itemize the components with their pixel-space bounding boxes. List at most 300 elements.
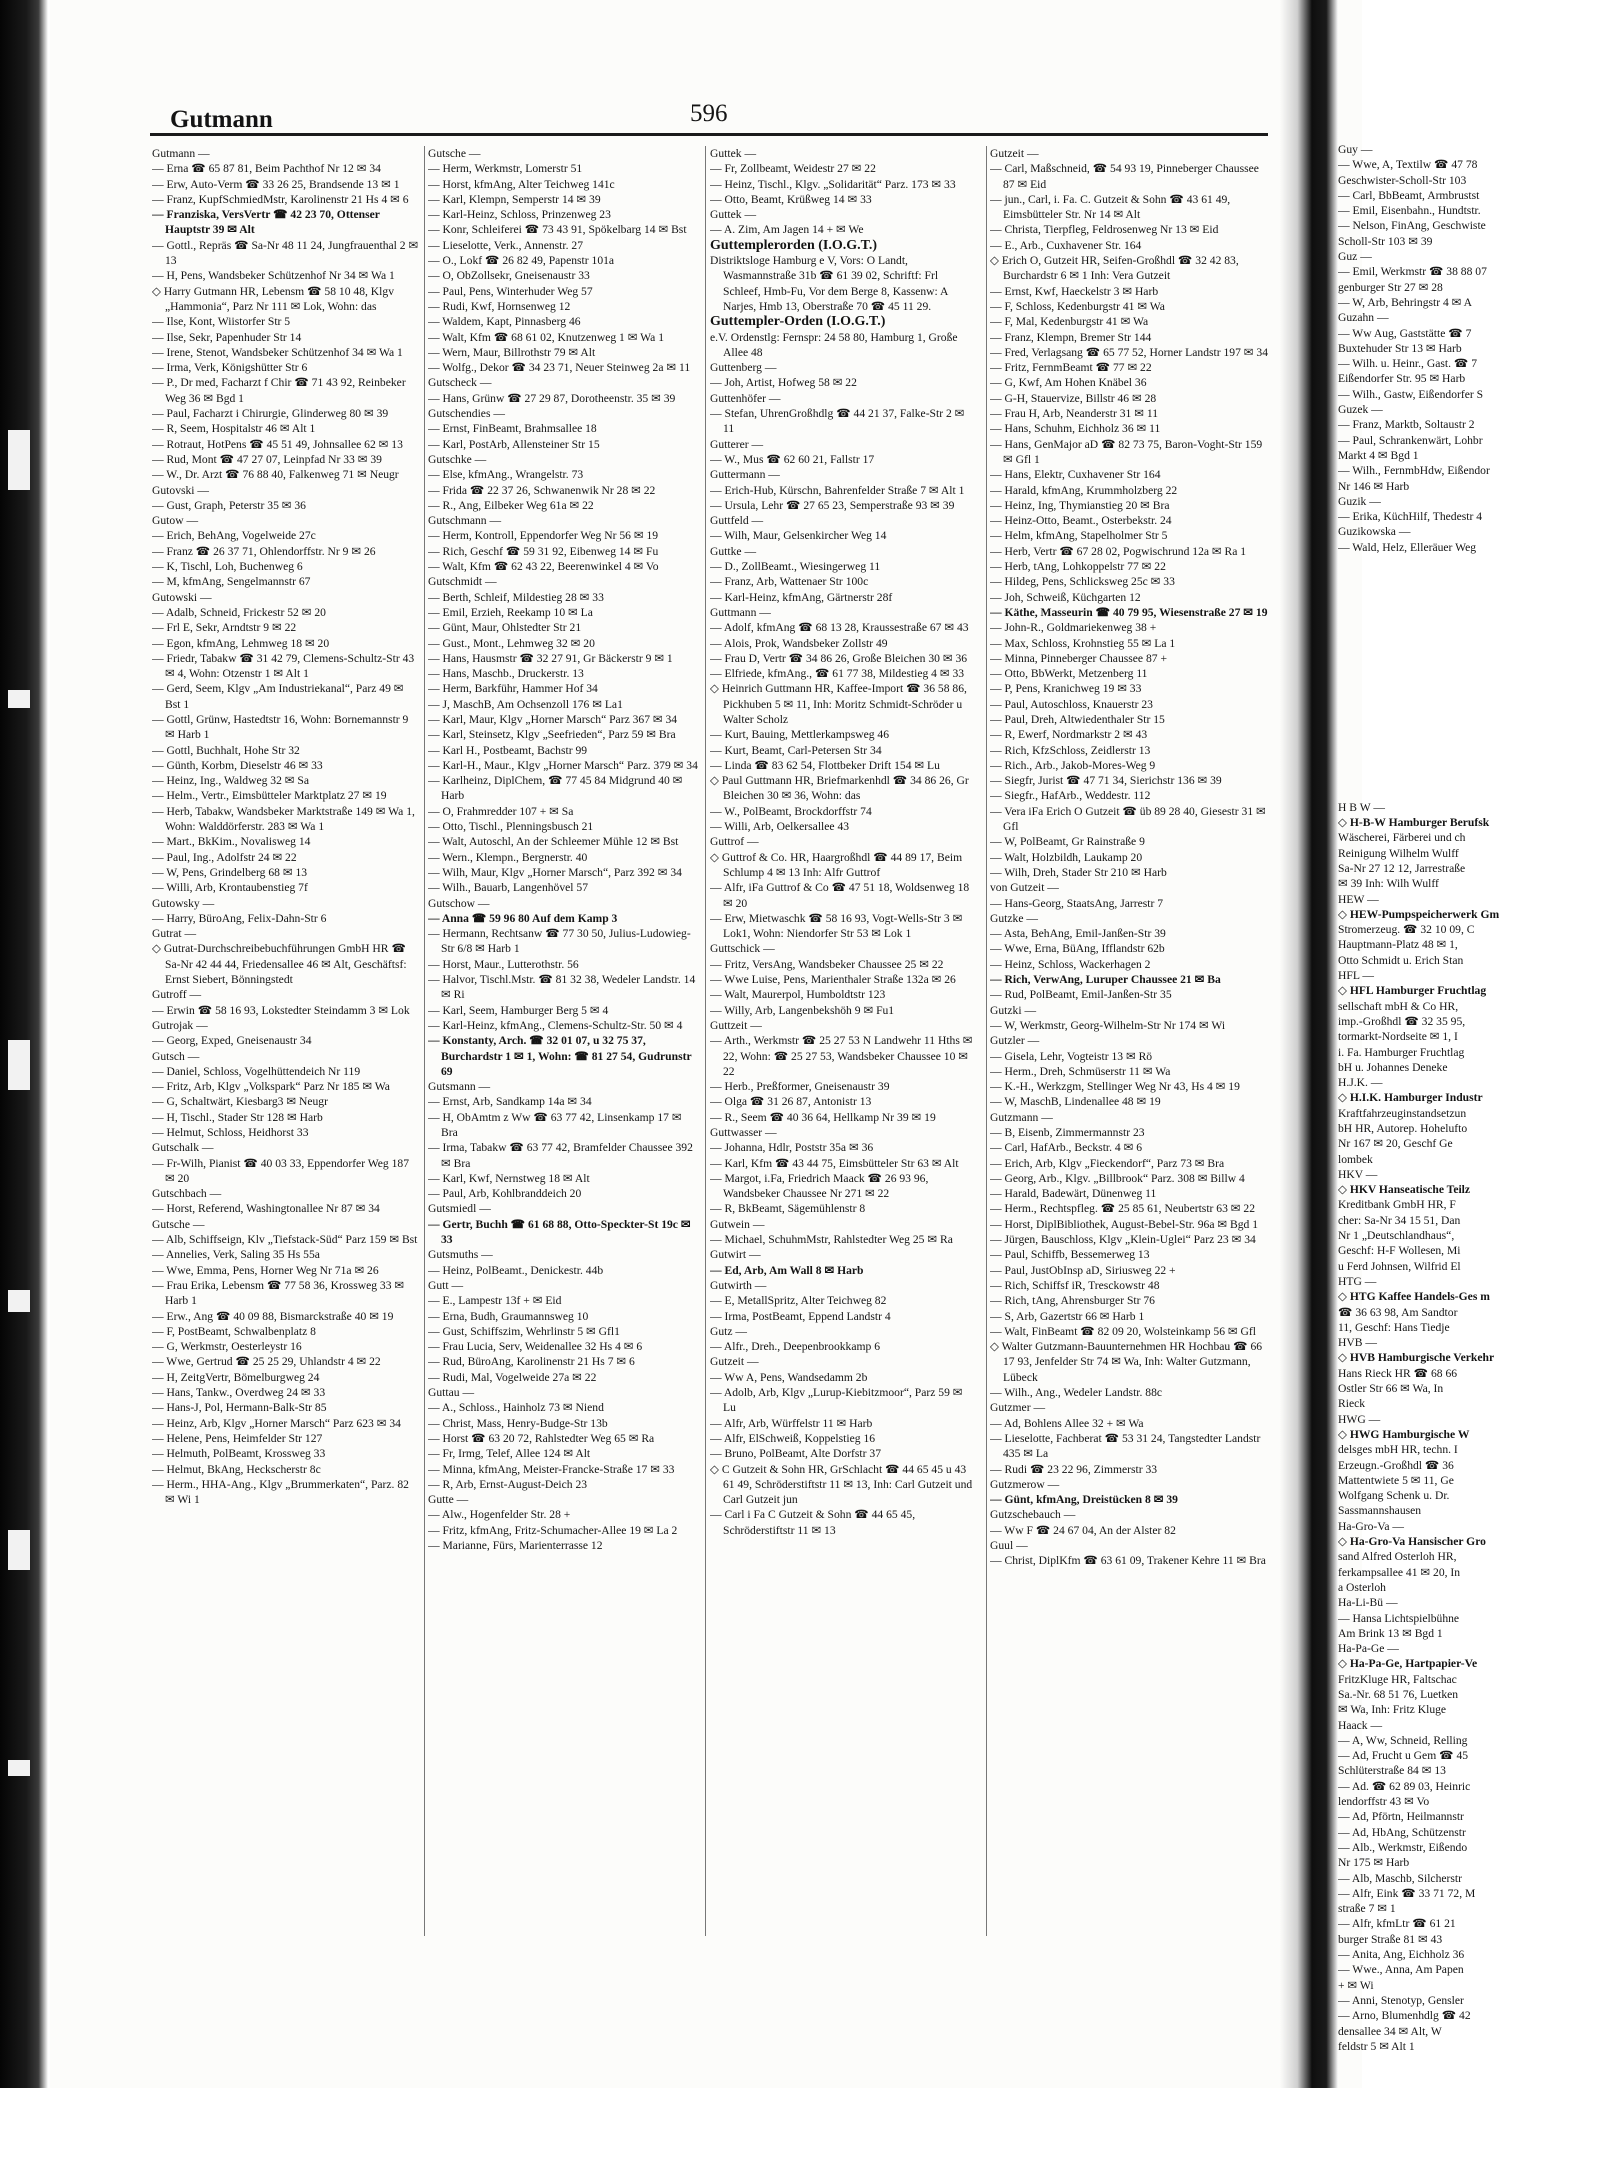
directory-entry: u Ferd Johnsen, Wilfrid El <box>1338 1259 1461 1273</box>
directory-entry: — Ed, Arb, Am Wall 8 ✉ Harb <box>710 1263 864 1277</box>
directory-entry: — Paul, Autoschloss, Knauerstr 23 <box>990 697 1153 711</box>
directory-entry: — Herb., Preßformer, Gneisenaustr 39 <box>710 1080 890 1094</box>
scan-border-left <box>0 0 48 2177</box>
directory-entry: — P., Dr med, Facharzt f Chir ☎ 71 43 92, Reinbeker Weg 36 ✉ Bgd 1 <box>152 376 406 405</box>
directory-entry: FritzKluge HR, Faltschac <box>1338 1672 1457 1686</box>
directory-entry: — Wwe, Erna, BüAng, Ifflandstr 62b <box>990 942 1165 956</box>
directory-entry: — Heinz, Arb, Klgv „Horner Marsch“ Parz 623 ✉ 34 <box>152 1416 401 1430</box>
directory-entry: — Gisela, Lehr, Vogteistr 13 ✉ Rö <box>990 1049 1153 1063</box>
directory-entry: — Hans, Elektr, Cuxhavener Str 164 <box>990 468 1161 482</box>
directory-entry: — Wern., Klempn., Bergnerstr. 40 <box>428 850 588 864</box>
directory-entry: — Gust, Graph, Peterstr 35 ✉ 36 <box>152 498 306 512</box>
column-2 <box>428 146 700 2081</box>
directory-entry: — Karl, Seem, Hamburger Berg 5 ✉ 4 <box>428 1003 609 1017</box>
directory-entry <box>1338 555 1600 570</box>
directory-entry: Guttrof — <box>710 835 759 849</box>
directory-entry: Gutsche — <box>152 1217 205 1231</box>
directory-entry: ◇ Erich O, Gutzeit HR, Seifen-Großhdl ☎ 32 42 83, Burchardstr 6 ✉ 1 Inh: Vera Gutzeit <box>990 254 1239 283</box>
directory-entry: — Mart., BkKim., Novalisweg 14 <box>152 835 311 849</box>
directory-entry: — Ernst, FinBeamt, Brahmsallee 18 <box>428 422 597 436</box>
directory-entry: Gutte — <box>428 1493 469 1507</box>
directory-entry: Gutzeit — <box>710 1355 759 1369</box>
directory-entry: — Wilh, Maur, Klgv „Horner Marsch“, Parz 392 ✉ 34 <box>428 865 682 879</box>
directory-entry: Guttfeld — <box>710 514 764 528</box>
directory-entry: Gutzki — <box>990 1003 1037 1017</box>
directory-entry: — Arno, Blumenhdlg ☎ 42 <box>1338 2009 1471 2023</box>
directory-entry: — Karl, Kwf, Nernstweg 18 ✉ Alt <box>428 1171 590 1185</box>
directory-entry: — Otto, BbWerkt, Metzenberg 11 <box>990 667 1148 681</box>
directory-entry: feldstr 5 ✉ Alt 1 <box>1338 2039 1415 2053</box>
directory-entry: — Johanna, Hdlr, Poststr 35a ✉ 36 <box>710 1141 874 1155</box>
directory-entry <box>1338 739 1600 754</box>
directory-entry: — Paul, Ing., Adolfstr 24 ✉ 22 <box>152 850 297 864</box>
directory-entry: — Anni, Stenotyp, Gensler <box>1338 1993 1464 2007</box>
directory-entry: — Christ, Mass, Henry-Budge-Str 13b <box>428 1416 608 1430</box>
directory-entry: — Herm., Rechtspfleg. ☎ 25 85 61, Neubertstr 63 ✉ 22 <box>990 1202 1256 1216</box>
directory-entry: — Erw, Auto-Verm ☎ 33 26 25, Brandsende 13 ✉ 1 <box>152 177 400 191</box>
directory-entry: — Horst, Maur., Lutterothstr. 56 <box>428 957 579 971</box>
directory-entry: Gutschmann — <box>428 514 502 528</box>
directory-entry: tormarkt-Nordseite ✉ 1, I <box>1338 1030 1458 1044</box>
directory-entry: Mattentwiete 5 ✉ 11, Ge <box>1338 1473 1454 1487</box>
directory-entry: — Walt, FinBeamt ☎ 82 09 20, Wolsteinkamp 56 ✉ Gfl <box>990 1324 1256 1338</box>
directory-entry: — Wolfg., Dekor ☎ 34 23 71, Neuer Steinweg 2a ✉ 11 <box>428 361 691 375</box>
directory-entry: ◇ Gutrat-Durchschreibebuchführungen GmbH HR ☎ Sa-Nr 42 44 44, Friedensallee 46 ✉ Alt, Geschäftsf: Ernst Siebert, Bönningstedt <box>152 942 407 987</box>
directory-entry: — Irma, Tabakw ☎ 63 77 42, Bramfelder Chaussee 392 ✉ Bra <box>428 1141 693 1170</box>
directory-entry: — H, Tischl., Stader Str 128 ✉ Harb <box>152 1110 323 1124</box>
directory-entry: — Ww A, Pens, Wandsedamm 2b <box>710 1370 868 1384</box>
directory-entry: — Ww F ☎ 24 67 04, An der Alster 82 <box>990 1523 1176 1537</box>
directory-entry: — W, MaschB, Lindenallee 48 ✉ 19 <box>990 1095 1161 1109</box>
directory-entry: Gutroff — <box>152 988 202 1002</box>
directory-entry: — M, kfmAng, Sengelmannstr 67 <box>152 575 311 589</box>
directory-entry: Guttek — <box>710 208 757 222</box>
directory-entry: Gutschow — <box>428 896 490 910</box>
directory-entry: — Alb, Schiffseign, Klv „Tiefstack-Süd“ Parz 159 ✉ Bst <box>152 1233 418 1247</box>
scan-artifact <box>8 1290 30 1312</box>
directory-entry: — Herm, Kontroll, Eppendorfer Weg Nr 56 ✉ 19 <box>428 529 659 543</box>
directory-entry: — Helmuth, PolBeamt, Krossweg 33 <box>152 1447 326 1461</box>
directory-entry: — Irma, PostBeamt, Eppend Landstr 4 <box>710 1309 891 1323</box>
directory-entry: Gutsmann — <box>428 1080 491 1094</box>
directory-entry: lendorffstr 43 ✉ Vo <box>1338 1795 1430 1809</box>
directory-entry: ◇ Ha-Gro-Va Hansischer Gro <box>1338 1535 1486 1549</box>
directory-entry: bH u. Johannes Deneke <box>1338 1060 1448 1074</box>
directory-entry: — Stefan, UhrenGroßhdlg ☎ 44 21 37, Falke-Str 2 ✉ 11 <box>710 407 965 436</box>
directory-entry <box>1338 616 1600 631</box>
directory-entry: — Helmut, Schloss, Heidhorst 33 <box>152 1126 309 1139</box>
directory-entry: — Horst, DiplBibliothek, August-Bebel-Str. 96a ✉ Bgd 1 <box>990 1217 1258 1231</box>
directory-entry: — Franz, KupfSchmiedMstr, Karolinenstr 21 Hs 4 ✉ 6 <box>152 192 409 206</box>
directory-entry: — Wilh., FernmbHdw, Eißendor <box>1338 464 1490 478</box>
directory-entry: — Rich, tAng, Ahrensburger Str 76 <box>990 1294 1155 1308</box>
page-number: 596 <box>690 100 728 127</box>
directory-entry: — R, Seem, Hospitalstr 46 ✉ Alt 1 <box>152 422 316 436</box>
directory-entry: — G, Kwf, Am Hohen Knäbel 36 <box>990 376 1147 390</box>
directory-entry: — B, Eisenb, Zimmermannstr 23 <box>990 1126 1145 1139</box>
directory-entry: Stromerzeug. ☎ 32 10 09, C <box>1338 923 1475 937</box>
directory-entry: — Hans, Maschb., Druckerstr. 13 <box>428 667 584 681</box>
directory-entry: — Minna, Pinneberger Chaussee 87 + <box>990 651 1167 665</box>
directory-entry: — Ad, Pförtn, Heilmannstr <box>1338 1810 1464 1824</box>
directory-entry: Kreditbank GmbH HR, F <box>1338 1198 1456 1212</box>
directory-entry: — Karl, Steinsetz, Klgv „Seefrieden“, Parz 59 ✉ Bra <box>428 728 676 742</box>
directory-entry: — Wilh, Dreh, Stader Str 210 ✉ Harb <box>990 865 1167 879</box>
directory-entry: — Halvor, Tischl.Mstr. ☎ 81 32 38, Wedeler Landstr. 14 ✉ Ri <box>428 973 696 1002</box>
directory-entry: — O, Frahmredder 107 + ✉ Sa <box>428 804 574 818</box>
directory-entry <box>1338 601 1600 616</box>
directory-entry: — Ilse, Sekr, Papenhuder Str 14 <box>152 330 302 344</box>
directory-entry: — Wwe., Anna, Am Papen <box>1338 1963 1464 1977</box>
directory-entry: — Margot, i.Fa, Friedrich Maack ☎ 26 93 96, Wandsbeker Chaussee Nr 271 ✉ 22 <box>710 1171 929 1201</box>
directory-entry: — Marianne, Fürs, Marienterrasse 12 <box>428 1539 603 1553</box>
directory-entry: — Walt, Holzbildh, Laukamp 20 <box>990 850 1143 864</box>
directory-entry: straße 7 ✉ 1 <box>1338 1902 1396 1916</box>
directory-entry: Reinigung Wilhelm Wulff <box>1338 846 1459 860</box>
directory-entry: Guttschick — <box>710 942 775 956</box>
directory-entry: — Wwe, Emma, Pens, Horner Weg Nr 71a ✉ 26 <box>152 1263 379 1277</box>
directory-entry: HEW — <box>1338 892 1379 906</box>
directory-entry: — O., Lokf ☎ 26 82 49, Papenstr 101a <box>428 254 615 268</box>
directory-entry: — E, MetallSpritz, Alter Teichweg 82 <box>710 1294 887 1308</box>
directory-entry: — Frida ☎ 22 37 26, Schwanenwik Nr 28 ✉ 22 <box>428 483 656 497</box>
directory-entry: ◇ HTG Kaffee Handels-Ges m <box>1338 1290 1490 1304</box>
directory-entry: — Gerd, Seem, Klgv „Am Industriekanal“, Parz 49 ✉ Bst 1 <box>152 682 404 711</box>
directory-entry: — Adolb, Arb, Klgv „Lurup-Kiebitzmoor“, Parz 59 ✉ Lu <box>710 1386 963 1415</box>
directory-entry <box>1338 677 1600 692</box>
directory-entry: — Karl-Heinz, kfmAng, Gärtnerstr 28f <box>710 590 893 604</box>
directory-entry: — Karl-H., Maur., Klgv „Horner Marsch“ Parz. 379 ✉ 34 <box>428 758 698 772</box>
directory-entry: — Hans, Tankw., Overdweg 24 ✉ 33 <box>152 1386 326 1400</box>
directory-entry: Guul — <box>990 1539 1028 1553</box>
directory-entry: Gutsch — <box>152 1049 200 1063</box>
directory-entry: — Helm, kfmAng, Stapelholmer Str 5 <box>990 529 1168 543</box>
directory-entry: — Willi, Arb, Krontaubenstieg 7f <box>152 881 308 895</box>
directory-entry: Gutzmann — <box>990 1110 1053 1124</box>
directory-entry: — Gottl., Repräs ☎ Sa-Nr 48 11 24, Jungfrauenthal 2 ✉ 13 <box>152 238 419 268</box>
directory-entry: — W., Dr. Arzt ☎ 76 88 40, Falkenweg 71 ✉ Neugr <box>152 468 399 482</box>
directory-entry: Gutwein — <box>710 1217 765 1231</box>
directory-entry: — Frau H, Arb, Neanderstr 31 ✉ 11 <box>990 407 1159 421</box>
directory-entry: Gutsmuths — <box>428 1248 493 1262</box>
directory-entry: Gutscheck — <box>428 376 492 390</box>
directory-entry: — R, Ewerf, Nordmarkstr 2 ✉ 43 <box>990 728 1148 742</box>
directory-entry: — Willi, Arb, Oelkersallee 43 <box>710 820 850 834</box>
directory-entry: — Ad. ☎ 62 89 03, Heinric <box>1338 1779 1471 1793</box>
directory-entry: — Wald, Helz, Elleräuer Weg <box>1338 540 1477 554</box>
directory-entry: — Ww Aug, Gaststätte ☎ 7 <box>1338 326 1472 340</box>
directory-entry: Wolfgang Schenk u. Dr. <box>1338 1489 1450 1503</box>
directory-entry: — G-H, Stauervize, Billstr 46 ✉ 28 <box>990 391 1157 405</box>
directory-entry: — Frau Lucia, Serv, Weidenallee 32 Hs 4 ✉ 6 <box>428 1340 643 1354</box>
directory-entry: — Rudi ☎ 23 22 96, Zimmerstr 33 <box>990 1462 1158 1476</box>
directory-entry: — E., Lampestr 13f + ✉ Eid <box>428 1294 562 1308</box>
directory-entry: — Franziska, VersVertr ☎ 42 23 70, Ottenser Hauptstr 39 ✉ Alt <box>152 208 380 237</box>
scan-artifact <box>8 1040 30 1090</box>
directory-entry: — Gust, Schiffszim, Wehrlinstr 5 ✉ Gfl1 <box>428 1324 620 1338</box>
directory-entry: — Berth, Schleif, Mildestieg 28 ✉ 33 <box>428 590 604 604</box>
directory-entry: — W., PolBeamt, Brockdorffstr 74 <box>710 804 872 818</box>
directory-entry: — Emil, Werkmstr ☎ 38 88 07 <box>1338 265 1487 279</box>
next-page-column <box>1338 142 1600 2082</box>
directory-entry: — Wilh., Ang., Wedeler Landstr. 88c <box>990 1386 1163 1400</box>
directory-entry: — H, ZeitgVertr, Bömelburgweg 24 <box>152 1370 320 1384</box>
directory-entry: Gutwirth — <box>710 1278 767 1292</box>
directory-entry: — Jürgen, Bauschloss, Klgv „Klein-Uglei“ Parz 23 ✉ 34 <box>990 1233 1256 1247</box>
directory-entry: imp.-Großhdl ☎ 32 35 95, <box>1338 1014 1466 1028</box>
directory-entry: — Carl, HafArb., Beckstr. 4 ✉ 6 <box>990 1141 1143 1155</box>
directory-entry: — R, BkBeamt, Sägemühlenstr 8 <box>710 1202 866 1216</box>
directory-entry: — Franz, Arb, Wattenaer Str 100c <box>710 575 869 589</box>
directory-entry: — Wern, Maur, Billrothstr 79 ✉ Alt <box>428 345 596 359</box>
directory-entry: — R, Arb, Ernst-August-Deich 23 <box>428 1477 588 1491</box>
directory-entry: bH HR, Autorep. Hohelufto <box>1338 1122 1468 1135</box>
directory-entry: — Franz ☎ 26 37 71, Ohlendorffstr. Nr 9 ✉ 26 <box>152 544 376 558</box>
directory-entry: — Nelson, FinAng, Geschwiste <box>1338 219 1486 233</box>
directory-entry: — Waldem, Kapt, Pinnasberg 46 <box>428 315 581 329</box>
directory-entry: Gutz — <box>710 1324 748 1338</box>
directory-entry: — Alb., Werkmstr, Eißendo <box>1338 1840 1468 1854</box>
directory-entry: Gutsmiedl — <box>428 1202 491 1216</box>
directory-entry: Ha-Pa-Ge — <box>1338 1642 1399 1656</box>
directory-entry: — Ad, HbAng, Schützenstr <box>1338 1825 1466 1839</box>
directory-entry: — Daniel, Schloss, Vogelhüttendeich Nr 119 <box>152 1064 361 1078</box>
directory-entry: — Karlheinz, DiplChem, ☎ 77 45 84 Midgrund 40 ✉ Harb <box>428 774 683 803</box>
directory-entry: — Christa, Tierpfleg, Feldrosenweg Nr 13 ✉ Eid <box>990 223 1219 237</box>
directory-entry: — Karl, PostArb, Allensteiner Str 15 <box>428 437 600 451</box>
directory-entry: — Joh, Artist, Hofweg 58 ✉ 22 <box>710 376 857 390</box>
directory-entry: Guzik — <box>1338 494 1381 508</box>
directory-entry: HFL — <box>1338 969 1374 983</box>
directory-entry: — Wilh., Gastw, Eißendorfer S <box>1338 387 1484 401</box>
directory-entry: — Karl H., Postbeamt, Bachstr 99 <box>428 743 588 757</box>
column-3 <box>710 146 978 2081</box>
directory-entry: — Erw, Mietwaschk ☎ 58 16 93, Vogt-Wells-Str 3 ✉ Lok1, Wohn: Niendorfer Str 53 ✉ Lok 1 <box>710 911 963 941</box>
directory-entry: — Käthe, Masseurin ☎ 40 79 95, Wiesenstraße 27 ✉ 19 <box>990 605 1268 619</box>
directory-entry: — Frau Erika, Lebensm ☎ 77 58 36, Krossweg 33 ✉ Harb 1 <box>152 1278 405 1308</box>
directory-entry: — Max, Schloss, Krohnstieg 55 ✉ La 1 <box>990 636 1176 650</box>
running-head: Gutmann <box>170 106 273 133</box>
directory-entry: 11, Geschf: Hans Tiedje <box>1338 1320 1450 1334</box>
directory-entry: — R., Ang, Eilbeker Weg 61a ✉ 22 <box>428 498 594 512</box>
directory-entry: — J, MaschB, Am Ochsenzoll 176 ✉ La1 <box>428 697 623 711</box>
page-margin-bottom <box>0 2088 1600 2177</box>
directory-entry: — Horst, kfmAng, Alter Teichweg 141c <box>428 177 615 191</box>
directory-entry: a Osterloh <box>1338 1580 1386 1594</box>
directory-entry: — Fritz, Arb, Klgv „Volkspark“ Parz Nr 185 ✉ Wa <box>152 1080 390 1094</box>
directory-entry: — W., Mus ☎ 62 60 21, Fallstr 17 <box>710 452 875 466</box>
directory-entry: — Hans-J, Pol, Hermann-Balk-Str 85 <box>152 1401 327 1415</box>
directory-entry: — Harry, BüroAng, Felix-Dahn-Str 6 <box>152 911 327 925</box>
directory-entry: — Fritz, VersAng, Wandsbeker Chaussee 25 ✉ 22 <box>710 957 944 971</box>
directory-entry: — Alfr, ElSchweiß, Koppelstieg 16 <box>710 1431 876 1445</box>
directory-entry: — Kurt, Bauing, Mettlerkampsweg 46 <box>710 728 890 742</box>
directory-entry: — Wilh, Maur, Gelsenkircher Weg 14 <box>710 529 887 543</box>
directory-entry: — Paul, Schiffb, Bessemerweg 13 <box>990 1248 1150 1262</box>
directory-entry: — Michael, SchuhmMstr, Rahlstedter Weg 25 ✉ Ra <box>710 1233 953 1247</box>
directory-entry: Gutt — <box>428 1278 464 1292</box>
directory-entry: — Konstanty, Arch. ☎ 32 01 07, u 32 75 37, Burchardstr 1 ✉ 1, Wohn: ☎ 81 27 54, Gudrunstr 69 <box>428 1034 692 1078</box>
directory-entry: Gutschke — <box>428 452 487 466</box>
directory-entry: — Friedr, Tabakw ☎ 31 42 79, Clemens-Schultz-Str 43 ✉ 4, Wohn: Otzenstr 1 ✉ Alt 1 <box>152 651 415 681</box>
directory-entry: — Erika, KüchHilf, Thedestr 4 <box>1338 510 1483 524</box>
directory-entry: Am Brink 13 ✉ Bgd 1 <box>1338 1626 1443 1640</box>
directory-entry: — Otto, Beamt, Krüßweg 14 ✉ 33 <box>710 192 872 206</box>
directory-entry: Gutrat — <box>152 927 197 941</box>
directory-entry: — Olga ☎ 31 26 87, Antonistr 13 <box>710 1095 872 1109</box>
directory-entry: + ✉ Wi <box>1338 1978 1374 1992</box>
directory-entry: — Ad, Bohlens Allee 32 + ✉ Wa <box>990 1416 1144 1430</box>
directory-entry <box>1338 586 1600 601</box>
directory-entry: — A. Zim, Am Jagen 14 + ✉ We <box>710 223 864 237</box>
directory-entry <box>1338 723 1600 738</box>
directory-entry: — Fr, Irmg, Telef, Allee 124 ✉ Alt <box>428 1447 591 1461</box>
directory-entry: ✉ 39 Inh: Wilh Wulff <box>1338 877 1439 891</box>
directory-entry: — Konr, Schleiferei ☎ 73 43 91, Spökelbarg 14 ✉ Bst <box>428 223 687 237</box>
directory-entry: — Hermann, Rechtsanw ☎ 77 30 50, Julius-Ludowieg-Str 6/8 ✉ Harb 1 <box>428 927 691 956</box>
directory-entry: — Frau D, Vertr ☎ 34 86 26, Große Bleichen 30 ✉ 36 <box>710 651 968 665</box>
column-divider <box>424 146 425 1936</box>
directory-entry: HVB — <box>1338 1336 1377 1350</box>
directory-entry: Guzahn — <box>1338 311 1389 325</box>
directory-entry: — Walt, Kfm ☎ 68 61 02, Knutzenweg 1 ✉ Wa 1 <box>428 330 664 344</box>
directory-entry: — F, Mal, Kedenburgstr 41 ✉ Wa <box>990 315 1149 329</box>
directory-entry: Gutow — <box>152 514 199 528</box>
directory-entry: — Horst ☎ 63 20 72, Rahlstedter Weg 65 ✉ Ra <box>428 1431 655 1445</box>
directory-entry: — S, Arb, Gazertstr 66 ✉ Harb 1 <box>990 1309 1145 1323</box>
directory-entry: — Arth., Werkmstr ☎ 25 27 53 N Landwehr 11 Hths ✉ 22, Wohn: ☎ 25 27 53, Wandsbeker Chaussee 10 ✉ 22 <box>710 1034 973 1078</box>
directory-entry: — Helm., Vertr., Eimsbütteler Marktplatz 27 ✉ 19 <box>152 789 387 803</box>
directory-entry: — Herb, Vertr ☎ 67 28 02, Pogwischrund 12a ✉ Ra 1 <box>990 544 1247 558</box>
directory-entry: Gutzmerow — <box>990 1477 1060 1491</box>
directory-entry: — W, PolBeamt, Gr Rainstraße 9 <box>990 835 1145 849</box>
directory-entry: — Rich, Geschf ☎ 59 31 92, Eibenweg 14 ✉ Fu <box>428 544 659 558</box>
directory-entry: — Rudi, Kwf, Hornsenweg 12 <box>428 299 571 313</box>
directory-entry: Gutzeit — <box>990 147 1039 160</box>
directory-entry: — Kurt, Beamt, Carl-Petersen Str 34 <box>710 743 882 757</box>
directory-entry: Guy — <box>1338 143 1373 156</box>
directory-entry: — Hans-Georg, StaatsAng, Jarrestr 7 <box>990 896 1164 910</box>
directory-entry: — Heinz, PolBeamt., Denickestr. 44b <box>428 1263 604 1277</box>
directory-entry: — Bruno, PolBeamt, Alte Dorfstr 37 <box>710 1447 881 1461</box>
directory-entry: Gutschalk — <box>152 1141 214 1155</box>
directory-entry: — Walt, Kfm ☎ 62 43 22, Beerenwinkel 4 ✉ Vo <box>428 560 659 574</box>
directory-entry: Markt 4 ✉ Bgd 1 <box>1338 448 1419 462</box>
directory-entry: Ha-Li-Bü — <box>1338 1596 1398 1610</box>
directory-entry: — Ernst, Arb, Sandkamp 14a ✉ 34 <box>428 1095 592 1109</box>
directory-entry: — A, Ww, Schneid, Relling <box>1338 1733 1468 1747</box>
directory-entry: — H, Pens, Wandsbeker Schützenhof Nr 34 ✉ Wa 1 <box>152 269 395 283</box>
directory-entry: lombek <box>1338 1152 1373 1166</box>
directory-entry: — Hans, GenMajor aD ☎ 82 73 75, Baron-Voght-Str 159 ✉ Gfl 1 <box>990 437 1263 466</box>
directory-entry: — Erich-Hub, Kürschn, Bahrenfelder Straße 7 ✉ Alt 1 <box>710 483 965 497</box>
directory-entry: — Christ, DiplKfm ☎ 63 61 09, Trakener Kehre 11 ✉ Bra <box>990 1554 1266 1568</box>
directory-entry: — A., Schloss., Hainholz 73 ✉ Niend <box>428 1401 604 1415</box>
directory-entry: — Frl E, Sekr, Arndtstr 9 ✉ 22 <box>152 621 297 635</box>
directory-entry: Guttenberg — <box>710 361 777 375</box>
directory-entry: H.J.K. — <box>1338 1076 1383 1090</box>
directory-entry: — Herm., HHA-Ang., Klgv „Brummerkaten“, Parz. 82 ✉ Wi 1 <box>152 1477 409 1507</box>
directory-entry: Guttemplerorden (I.O.G.T.) <box>710 237 878 253</box>
column-1 <box>152 146 420 2081</box>
directory-entry: — Else, kfmAng., Wrangelstr. 73 <box>428 468 584 482</box>
directory-entry: Gutzmer — <box>990 1401 1046 1415</box>
directory-entry: — Alois, Prok, Wandsbeker Zollstr 49 <box>710 636 888 650</box>
directory-entry: — Otto, Tischl., Plenningsbusch 21 <box>428 820 594 834</box>
directory-entry: — Hans, Schuhm, Eichholz 36 ✉ 11 <box>990 422 1161 436</box>
directory-entry: — Wwe, A, Textilw ☎ 47 78 <box>1338 158 1478 172</box>
directory-entry: — Hildeg, Pens, Schlicksweg 25c ✉ 33 <box>990 575 1175 589</box>
directory-entry: — Erw., Ang ☎ 40 09 88, Bismarckstraße 40 ✉ 19 <box>152 1309 394 1323</box>
directory-entry: — Annelies, Verk, Saling 35 Hs 55a <box>152 1248 320 1262</box>
directory-entry: — D., ZollBeamt., Wiesingerweg 11 <box>710 560 881 574</box>
directory-entry: — Irene, Stenot, Wandsbeker Schützenhof 34 ✉ Wa 1 <box>152 345 403 359</box>
directory-entry: — Willy, Arb, Langenbekshöh 9 ✉ Fu1 <box>710 1003 895 1017</box>
directory-entry: Otto Schmidt u. Erich Stan <box>1338 953 1464 967</box>
directory-entry: ◇ Ha-Pa-Ge, Hartpapier-Ve <box>1338 1657 1478 1671</box>
directory-entry: Gutzke — <box>990 911 1038 925</box>
directory-entry: — Asta, BehAng, Emil-Janßen-Str 39 <box>990 927 1166 941</box>
directory-entry: Gutschbach — <box>152 1187 222 1201</box>
directory-entry: — Alfr, iFa Guttrof & Co ☎ 47 51 18, Woldsenweg 18 ✉ 20 <box>710 881 970 910</box>
directory-entry: — Rich., Arb., Jakob-Mores-Weg 9 <box>990 758 1156 772</box>
directory-entry: — Fr, Zollbeamt, Weidestr 27 ✉ 22 <box>710 162 876 176</box>
directory-entry: Ostler Str 66 ✉ Wa, In <box>1338 1382 1444 1396</box>
directory-entry: — Herm, Barkführ, Hammer Hof 34 <box>428 682 598 696</box>
directory-entry: — Irma, Verk, Königshütter Str 6 <box>152 361 308 375</box>
directory-entry: — F, PostBeamt, Schwalbenplatz 8 <box>152 1324 316 1338</box>
directory-entry: Sassmannshausen <box>1338 1504 1422 1518</box>
directory-entry <box>1338 647 1600 662</box>
directory-entry: ✉ Wa, Inh: Fritz Kluge <box>1338 1703 1447 1717</box>
directory-entry: Gutzler — <box>990 1034 1040 1048</box>
directory-entry: — Rud, PolBeamt, Emil-Janßen-Str 35 <box>990 988 1172 1002</box>
directory-entry: — Siegfr., HafArb., Weddestr. 112 <box>990 789 1151 803</box>
directory-entry: Gutwirt — <box>710 1248 761 1262</box>
directory-entry: — Heinz, Schloss, Wackerhagen 2 <box>990 957 1151 971</box>
scan-artifact <box>8 1760 30 1776</box>
directory-entry: — Erna ☎ 65 87 81, Beim Pachthof Nr 12 ✉ 34 <box>152 162 381 176</box>
directory-entry: — Hans, Hausmstr ☎ 32 27 91, Gr Bäckerstr 9 ✉ 1 <box>428 651 673 665</box>
directory-entry: Guttke — <box>710 544 757 558</box>
directory-entry: — Gottl, Grünw, Hastedtstr 16, Wohn: Bornemannstr 9 ✉ Harb 1 <box>152 712 409 742</box>
directory-entry: Geschf: H-F Wollesen, Mi <box>1338 1244 1461 1258</box>
directory-entry: — Walt, Maurerpol, Humboldtstr 123 <box>710 988 886 1002</box>
directory-entry: — Hans, Grünw ☎ 27 29 87, Dorotheenstr. 35 ✉ 39 <box>428 391 676 405</box>
directory-entry: ◇ HVB Hamburgische Verkehr <box>1338 1351 1495 1365</box>
directory-entry: Haack — <box>1338 1718 1383 1732</box>
directory-entry: — Anna ☎ 59 96 80 Auf dem Kamp 3 <box>428 911 618 925</box>
directory-entry: Gutrojak — <box>152 1018 208 1032</box>
directory-entry: — R., Seem ☎ 40 36 64, Hellkamp Nr 39 ✉ 19 <box>710 1110 936 1124</box>
directory-entry: Gutzschebauch — <box>990 1508 1076 1522</box>
directory-entry: — Heinz, Ing, Thymianstieg 20 ✉ Bra <box>990 498 1170 512</box>
directory-entry: — Erich, Arb, Klgv „Fieckendorf“, Parz 73 ✉ Bra <box>990 1156 1225 1170</box>
header-rule <box>150 133 1268 136</box>
directory-entry <box>1338 570 1600 585</box>
directory-entry: Sa.-Nr. 68 51 76, Luetken <box>1338 1687 1459 1701</box>
directory-entry: — Wilh., Bauarb, Langenhövel 57 <box>428 881 588 895</box>
directory-entry: — Rich, VerwAng, Luruper Chaussee 21 ✉ Ba <box>990 973 1221 987</box>
directory-entry: Gutsche — <box>428 147 481 160</box>
scan-artifact <box>8 430 30 490</box>
directory-entry: HWG — <box>1338 1412 1381 1426</box>
directory-entry: Nr 1 „Deutschlandhaus“, <box>1338 1229 1455 1243</box>
directory-entry: — Herm, Werkmstr, Lomerstr 51 <box>428 162 583 176</box>
directory-entry: — Elfriede, kfmAng., ☎ 61 77 38, Mildestieg 4 ✉ 33 <box>710 667 965 681</box>
directory-entry: ◇ HFL Hamburger Fruchtlag <box>1338 984 1487 998</box>
directory-entry: — Gertr, Buchh ☎ 61 68 88, Otto-Speckter-St 19c ✉ 33 <box>428 1217 691 1247</box>
